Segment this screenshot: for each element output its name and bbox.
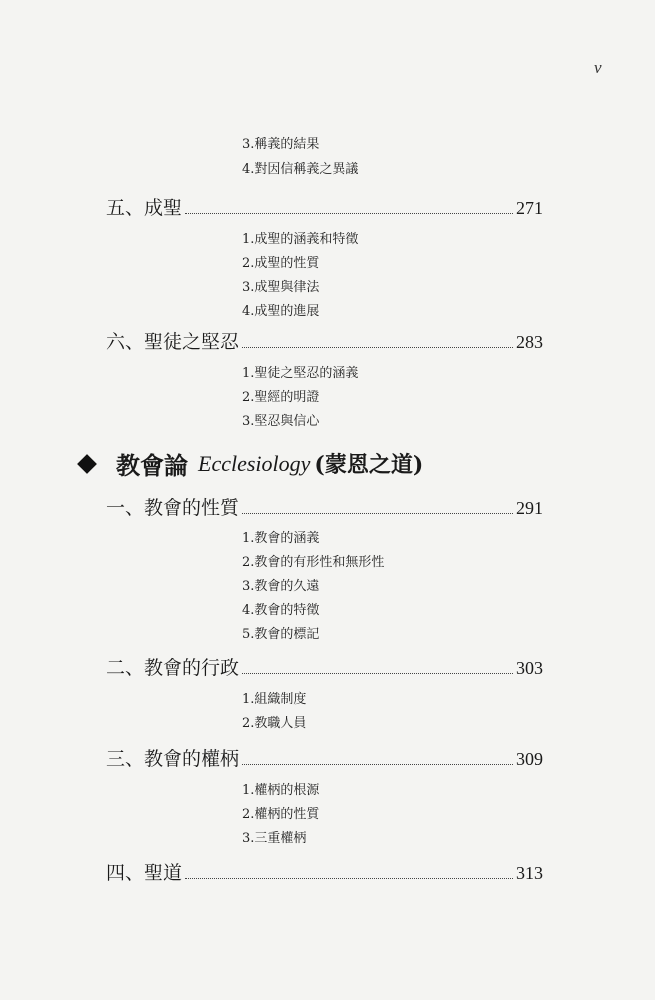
- dot-leader: [242, 672, 513, 674]
- toc-entry-page: 313: [516, 863, 543, 883]
- section-heading: [76, 446, 556, 481]
- toc-entry-title: 五、成聖: [106, 197, 183, 219]
- toc-subitem: 1.聖徒之堅忍的涵義: [242, 366, 359, 381]
- dot-leader: [185, 877, 513, 879]
- toc-subitem: 2.教職人員: [242, 716, 307, 731]
- toc-entry-page: 309: [516, 749, 543, 769]
- toc-subitem: 1.教會的涵義: [242, 531, 320, 546]
- toc-entry-title: 一、教會的性質: [106, 497, 240, 519]
- toc-subitem: 3.成聖與律法: [242, 280, 320, 295]
- toc-subitem: 2.教會的有形性和無形性: [242, 555, 385, 570]
- section-subtitle: (蒙恩之道): [314, 452, 424, 478]
- toc-entry-title: 六、聖徒之堅忍: [106, 331, 240, 353]
- toc-entry-page: 291: [516, 498, 543, 518]
- toc-subitem: 3.三重權柄: [242, 831, 307, 846]
- toc-entry-church-government: [106, 656, 543, 680]
- toc-subitem: 4.成聖的進展: [242, 304, 320, 319]
- toc-entry-title: 三、教會的權柄: [106, 748, 240, 770]
- toc-subitem: 4.對因信稱義之異議: [242, 162, 359, 177]
- page-number: v: [594, 58, 602, 77]
- toc-subitem: 3.稱義的結果: [242, 137, 320, 152]
- dot-leader: [242, 512, 513, 514]
- toc-entry-page: 271: [516, 198, 543, 218]
- toc-entry-page: 303: [516, 658, 543, 678]
- toc-entry-church-authority: [106, 747, 543, 771]
- toc-subitem: 2.成聖的性質: [242, 256, 320, 271]
- dot-leader: [242, 346, 513, 348]
- section-title-en: Ecclesiology: [198, 450, 311, 476]
- toc-subitem: 2.權柄的性質: [242, 807, 320, 822]
- section-title-cn: 教會論: [116, 451, 188, 480]
- toc-entry-title: 四、聖道: [106, 862, 183, 884]
- toc-subitem: 4.教會的特徵: [242, 603, 320, 618]
- toc-subitem: 1.成聖的涵義和特徵: [242, 232, 359, 247]
- toc-entry-sanctification: [106, 196, 543, 220]
- toc-entry-perseverance: [106, 330, 543, 354]
- dot-leader: [185, 212, 513, 214]
- toc-subitem: 2.聖經的明證: [242, 390, 320, 405]
- toc-entry-page: 283: [516, 332, 543, 352]
- toc-subitem: 5.教會的標記: [242, 627, 320, 642]
- toc-entry-word: [106, 861, 543, 885]
- toc-entry-nature-of-church: [106, 496, 543, 520]
- toc-subitem: 1.組織制度: [242, 692, 307, 707]
- toc-entry-title: 二、教會的行政: [106, 657, 240, 679]
- toc-subitem: 3.堅忍與信心: [242, 414, 320, 429]
- diamond-bullet-icon: [77, 454, 97, 474]
- toc-subitem: 3.教會的久遠: [242, 579, 320, 594]
- dot-leader: [242, 763, 513, 765]
- toc-subitem: 1.權柄的根源: [242, 783, 320, 798]
